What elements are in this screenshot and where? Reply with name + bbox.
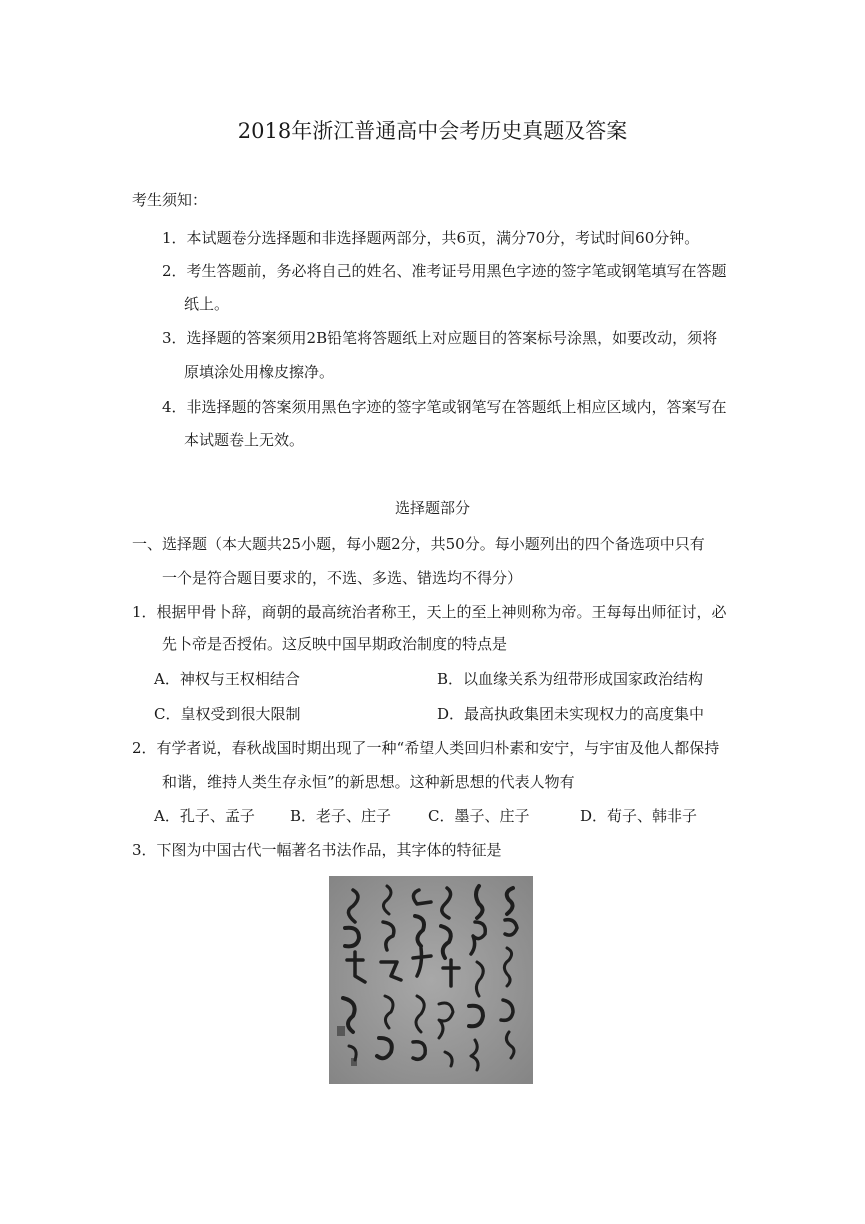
question-3-stem: 3．下图为中国古代一幅著名书法作品，其字体的特征是 — [132, 841, 502, 859]
question-1-stem-cont: 先卜帝是否授佑。这反映中国早期政治制度的特点是 — [162, 635, 508, 653]
notice-item-3: 3．选择题的答案须用2B铅笔将答题纸上对应题目的答案标号涂黑，如要改动，须将 — [162, 329, 718, 347]
question-1-option-d: D．最高执政集团未实现权力的高度集中 — [437, 705, 705, 723]
question-2-option-a: A．孔子、孟子 — [154, 807, 255, 825]
notice-item-4: 4．非选择题的答案须用黑色字迹的签字笔或钢笔写在答题纸上相应区域内，答案写在 — [162, 398, 727, 416]
question-2-option-c: C．墨子、庄子 — [428, 807, 530, 825]
question-2-option-d: D．荀子、韩非子 — [580, 807, 698, 825]
calligraphy-strokes — [329, 876, 533, 1084]
section-title: 选择题部分 — [394, 499, 470, 517]
part-one-heading-cont: 一个是符合题目要求的，不选、多选、错选均不得分） — [162, 569, 523, 587]
question-1-option-a: A．神权与王权相结合 — [154, 670, 300, 688]
question-1-option-b: B．以血缘关系为纽带形成国家政治结构 — [437, 670, 704, 688]
notice-item-3-cont: 原填涂处用橡皮擦净。 — [184, 363, 335, 381]
calligraphy-artwork — [329, 876, 533, 1084]
notice-item-4-cont: 本试题卷上无效。 — [184, 431, 305, 449]
question-2-option-b: B．老子、庄子 — [290, 807, 392, 825]
question-2-stem: 2．有学者说，春秋战国时期出现了一种“希望人类回归朴素和安宁，与宇宙及他人都保持 — [132, 739, 720, 757]
notice-item-1: 1．本试题卷分选择题和非选择题两部分，共6页，满分70分，考试时间60分钟。 — [162, 229, 700, 247]
part-one-heading: 一、选择题（本大题共25小题，每小题2分，共50分。每小题列出的四个备选项中只有 — [132, 535, 705, 553]
question-1-stem: 1．根据甲骨卜辞，商朝的最高统治者称王，天上的至上神则称为帝。王每每出师征讨，必 — [132, 603, 727, 621]
notice-item-2-cont: 纸上。 — [184, 295, 230, 313]
notice-heading: 考生须知： — [132, 191, 208, 209]
notice-item-2: 2．考生答题前，务必将自己的姓名、准考证号用黑色字迹的签字笔或钢笔填写在答题 — [162, 262, 727, 280]
question-1-option-c: C．皇权受到很大限制 — [154, 705, 301, 723]
question-2-stem-cont: 和谐，维持人类生存永恒”的新思想。这种新思想的代表人物有 — [162, 773, 575, 791]
page-title: 2018年浙江普通高中会考历史真题及答案 — [237, 119, 628, 143]
